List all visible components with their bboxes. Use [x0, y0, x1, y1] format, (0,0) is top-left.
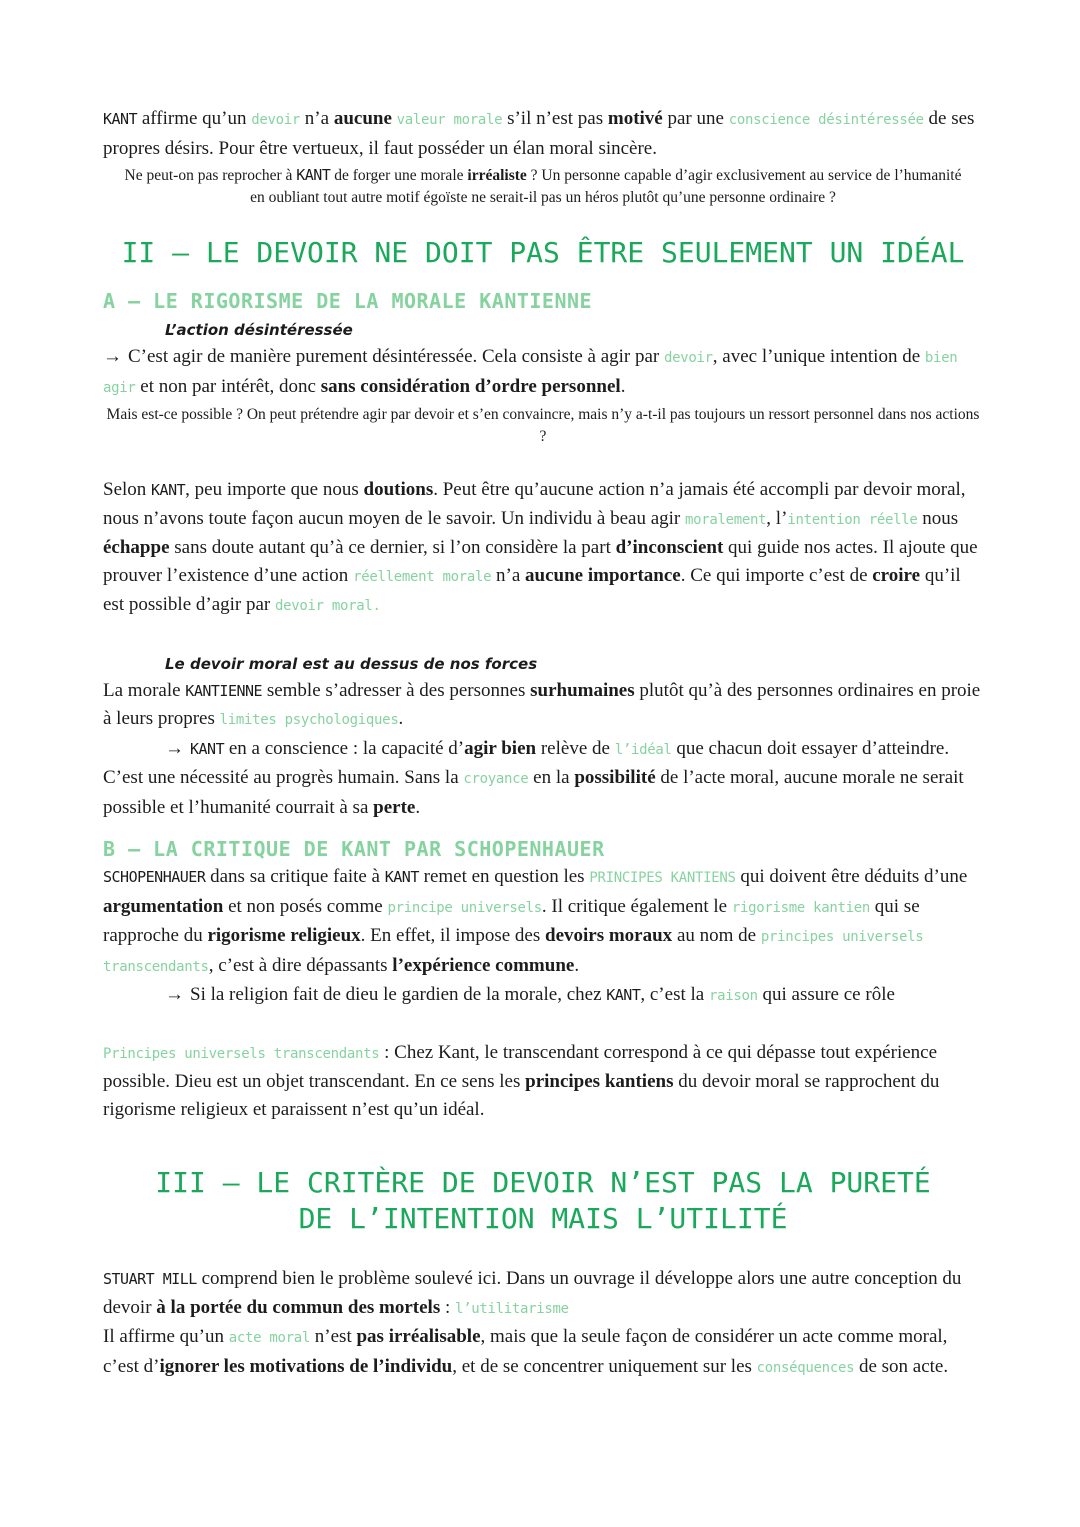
bold-term: principes kantiens — [525, 1071, 674, 1092]
bold-term: motivé — [607, 108, 663, 129]
arrow-icon: → — [165, 737, 184, 759]
paragraph-selon-kant — [103, 476, 983, 621]
bold-term: aucune — [333, 108, 392, 129]
text-run: . — [574, 954, 580, 976]
bold-term: agir bien — [464, 737, 537, 759]
text-run: n’est — [310, 1326, 357, 1347]
subsection-a-label-1: L’action désintéressée — [165, 321, 353, 339]
paragraph-kant-conscience — [103, 735, 983, 822]
text-run: de ses propres désirs. Pour être vertueux, il faut posséder un élan moral sincère. — [103, 108, 975, 159]
text-run: . — [398, 708, 404, 729]
text-run: par une — [662, 108, 729, 129]
text-run: n’a — [491, 564, 526, 586]
highlight-term: PRINCIPES KANTIENS — [589, 870, 736, 886]
highlight-term: Principes universels transcendants — [103, 1045, 380, 1062]
bold-term: aucune importance — [525, 564, 681, 586]
text-run: , et de se concentrer uniquement sur les — [452, 1355, 757, 1377]
author-name: KANT — [151, 481, 186, 499]
text-run: qui se rapproche du — [103, 895, 920, 946]
text-run: qui doivent être déduits d’une — [735, 866, 968, 887]
author-name: KANT — [190, 739, 225, 758]
subsection-a-label-2: Le devoir moral est au dessus de nos forces — [165, 654, 538, 673]
highlight-term: principe universels — [387, 899, 542, 916]
highlight-term: principes universels transcendants — [103, 929, 924, 975]
text-run: sans doute autant qu’à ce dernier, si l’on considère la part — [169, 537, 616, 558]
text-run: n’a — [300, 108, 334, 129]
text-run: . — [620, 375, 626, 397]
highlight-term: croyance — [463, 771, 529, 787]
section-3-title: III – LE CRITÈRE DE DEVOIR N’EST PAS LA PURETÉ DE L’INTENTION MAIS L’UTILITÉ — [155, 1166, 931, 1235]
bold-term: l’expérience commune — [392, 954, 575, 976]
text-run: , l’ — [766, 507, 788, 529]
text-run: Si la religion fait de dieu le gardien de la morale, chez — [190, 984, 607, 1005]
text-run: comprend bien le problème soulevé ici. Dans un ouvrage il développe alors une autre conception du devoir — [103, 1268, 962, 1318]
text-run: plutôt qu’à des personnes ordinaires en proie à leurs propres — [103, 679, 981, 729]
author-name: KANT — [103, 110, 138, 128]
text-run: qui guide nos actes. Il ajoute que prouver l’existence d’une action — [103, 537, 978, 586]
highlight-term: l’idéal — [614, 741, 672, 758]
bold-term: d’inconscient — [615, 537, 724, 558]
bold-term: pas irréalisable — [356, 1326, 481, 1347]
highlight-term: réellement morale — [353, 568, 492, 585]
text-run: Selon — [103, 479, 152, 500]
highlight-term: rigorisme kantien — [731, 899, 871, 916]
paragraph-morale-kantienne — [103, 677, 983, 735]
highlight-term: moralement — [685, 511, 767, 528]
text-run: . Il critique également le — [541, 895, 732, 917]
author-name: KANT — [606, 986, 641, 1004]
text-run: en la — [528, 767, 575, 788]
intro-question — [103, 164, 983, 209]
subsection-a-title: A – LE RIGORISME DE LA MORALE KANTIENNE — [103, 289, 593, 313]
text-run: et non posés comme — [223, 895, 388, 917]
bold-term: argumentation — [103, 895, 224, 917]
highlight-term: devoir moral. — [275, 598, 381, 614]
text-run: s’il n’est pas — [502, 108, 608, 129]
intro-paragraph — [103, 105, 983, 162]
text-run: ? Un personne capable d’agir exclusivement au service de l’humanité en oubliant tout autre motif égoïste ne serait-il pas un héros plutôt qu’une personne ordinaire ? — [250, 167, 962, 206]
text-run: : — [440, 1296, 455, 1318]
text-run: qui assure ce rôle — [757, 984, 895, 1005]
highlight-term: l’utilitarisme — [455, 1300, 569, 1317]
text-run: dans sa critique faite à — [205, 866, 385, 887]
highlight-term: devoir — [664, 350, 713, 366]
text-run: , c’est à dire dépassants — [208, 954, 393, 976]
highlight-term: limites psychologiques — [219, 712, 399, 728]
highlight-term: raison — [708, 988, 758, 1004]
author-name: KANTIENNE — [185, 681, 263, 700]
bold-term: sans considération d’ordre personnel — [320, 375, 621, 397]
section-2-title: II – LE DEVOIR NE DOIT PAS ÊTRE SEULEMENT UN IDÉAL — [121, 236, 965, 269]
text-run: en a conscience : la capacité d’ — [224, 737, 465, 759]
highlight-term: conscience désintéressée — [728, 112, 924, 128]
text-run: . En effet, il impose des — [360, 925, 545, 946]
bold-term: devoirs moraux — [545, 925, 673, 946]
paragraph-principes-transcendants — [103, 1039, 983, 1124]
text-run: . Ce qui importe c’est de — [680, 564, 873, 586]
text-run: que chacun doit essayer d’atteindre. C’est une nécessité au progrès humain. Sans la — [103, 737, 950, 788]
text-run: du devoir moral se rapprochent du rigorisme religieux et paraissent n’est qu’un idéal. — [103, 1071, 940, 1120]
text-run: Il affirme qu’un — [103, 1326, 229, 1347]
bold-term: croire — [872, 564, 921, 586]
text-run: , c’est la — [640, 984, 709, 1005]
text-run: au nom de — [672, 925, 761, 946]
text-run: de son acte. — [854, 1355, 949, 1377]
paragraph-utilitarisme — [103, 1323, 983, 1382]
document-page — [103, 105, 983, 1382]
bold-term: irréaliste — [467, 167, 527, 184]
text-run: . — [415, 796, 421, 818]
text-run: . Peut être qu’aucune action n’a jamais été accompli par devoir moral, nous n’avons toute façon aucun moyen de le savoir. Un individu à beau agir — [103, 479, 966, 529]
subsection-b-title: B – LA CRITIQUE DE KANT PAR SCHOPENHAUER — [103, 837, 605, 861]
bold-term: possibilité — [574, 767, 656, 788]
text-run: remet en question les — [418, 866, 590, 887]
paragraph-stuart-mill — [103, 1265, 983, 1323]
text-run: C’est agir de manière purement désintéressée. Cela consiste à agir par — [128, 346, 665, 367]
text-run: semble s’adresser à des personnes — [262, 679, 531, 701]
text-run: , mais que la seule façon de considérer un acte comme moral, c’est d’ — [103, 1326, 948, 1377]
text-run: , peu importe que nous — [185, 479, 364, 500]
arrow-icon: → — [103, 346, 122, 367]
bold-term: ignorer les motivations de l’individu — [159, 1355, 453, 1377]
text-run: nous — [917, 507, 959, 529]
text-run: et non par intérêt, donc — [135, 375, 321, 397]
highlight-term: conséquences — [756, 1359, 855, 1376]
text-run: affirme qu’un — [137, 108, 252, 129]
bold-term: échappe — [103, 537, 170, 558]
arrow-icon: → — [165, 984, 184, 1005]
author-name: SCHOPENHAUER — [103, 868, 206, 886]
bold-term: à la portée du commun des mortels — [156, 1296, 441, 1318]
author-name: STUART MILL — [103, 1270, 197, 1288]
author-name: KANT — [384, 868, 419, 886]
paragraph-action-desinteressee — [103, 343, 983, 402]
highlight-term: devoir — [251, 112, 301, 128]
text-run: de l’acte moral, aucune morale ne serait possible et l’humanité courrait à sa — [103, 767, 964, 818]
bold-term: surhumaines — [530, 679, 635, 701]
bold-term: doutions — [363, 479, 434, 500]
text-run: de forger une morale — [330, 167, 468, 184]
highlight-term: intention réelle — [787, 511, 918, 528]
author-name: KANT — [296, 166, 331, 184]
text-run: : Chez Kant, le transcendant correspond à ce qui dépasse tout expérience possible. Dieu est un objet transcendant. En ce sens les — [103, 1041, 938, 1092]
paragraph-question-possible: Mais est-ce possible ? On peut prétendre agir par devoir et s’en convaincre, mais n’y a-t-il pas toujours un ressort personnel dans nos actions ? — [106, 406, 980, 445]
text-run: La morale — [103, 679, 186, 701]
text-run: relève de — [536, 737, 615, 759]
bold-term: rigorisme religieux — [207, 925, 361, 946]
paragraph-religion-raison — [103, 981, 983, 1011]
text-run: , avec l’unique intention de — [712, 346, 925, 367]
paragraph-schopenhauer — [103, 863, 983, 981]
bold-term: perte — [373, 796, 416, 818]
highlight-term: acte moral — [228, 1330, 311, 1346]
highlight-term: bien agir — [103, 350, 958, 396]
text-run: Ne peut-on pas reprocher à — [124, 167, 297, 184]
highlight-term: valeur morale — [396, 112, 503, 128]
text-run: qu’il est possible d’agir par — [103, 564, 961, 615]
